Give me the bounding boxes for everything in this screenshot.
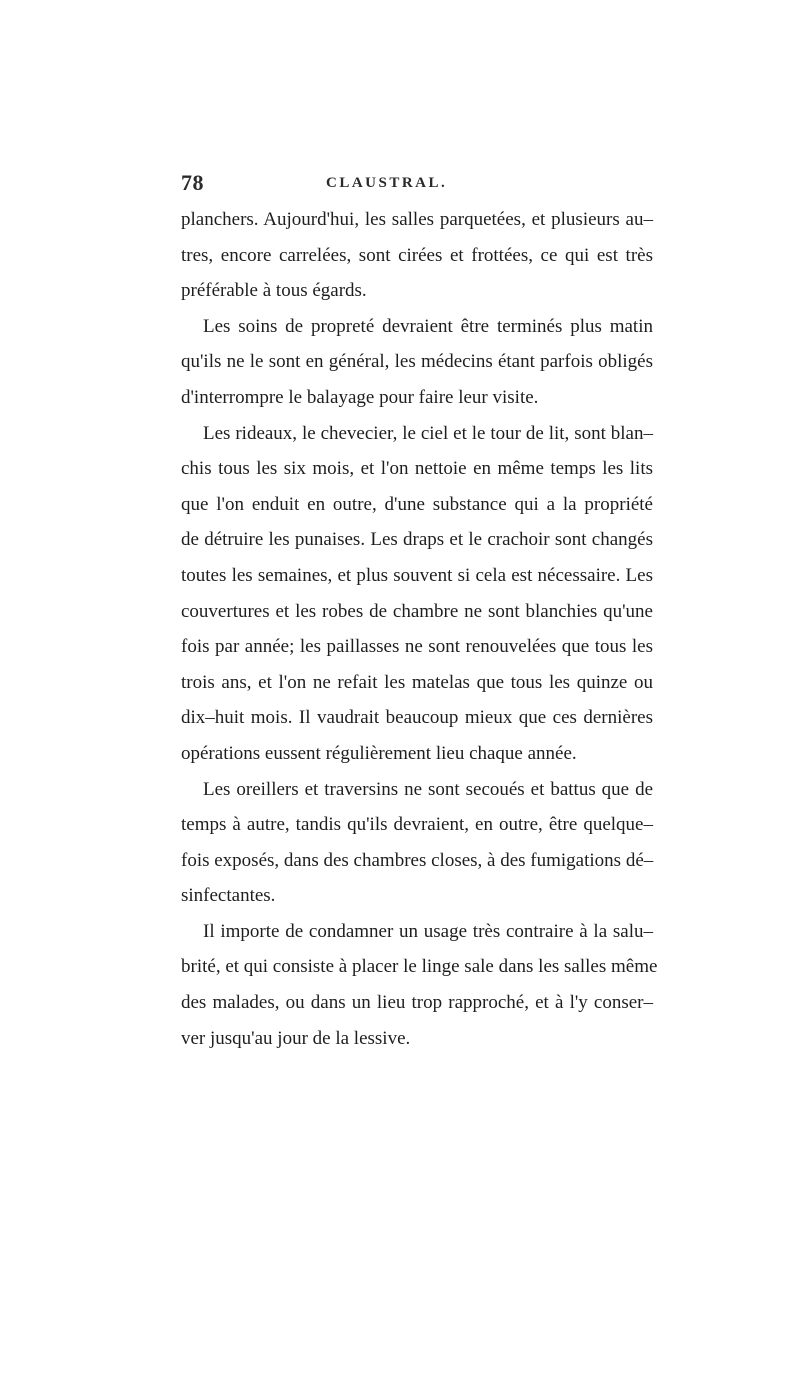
text-line: opérations eussent régulièrement lieu chaque année. (181, 742, 577, 764)
text-line: que l'on enduit en outre, d'une substance qui a la propriété (181, 493, 653, 515)
text-line: fois exposés, dans des chambres closes, à des fumigations dé– (181, 849, 654, 871)
text-line: planchers. Aujourd'hui, les salles parquetées, et plusieurs au– (181, 209, 653, 230)
text-line: trois ans, et l'on ne refait les matelas que tous les quinze ou (181, 671, 653, 693)
text-line: Les oreillers et traversins ne sont secoués et battus que de (203, 778, 653, 800)
text-line: qu'ils ne le sont en général, les médecins étant parfois obligés (181, 351, 653, 373)
text-line: chis tous les six mois, et l'on nettoie en même temps les lits (181, 458, 653, 480)
text-line: préférable à tous égards. (181, 280, 367, 302)
text-line: d'interrompre le balayage pour faire leur visite. (181, 386, 539, 408)
text-line: dix–huit mois. Il vaudrait beaucoup mieux que ces dernières (181, 707, 653, 729)
text-line: ver jusqu'au jour de la lessive. (181, 1027, 411, 1049)
text-line: de détruire les punaises. Les draps et le crachoir sont changés (181, 529, 653, 551)
running-title: CLAUSTRAL. (326, 175, 448, 191)
page-number: 78 (181, 170, 204, 195)
text-line: toutes les semaines, et plus souvent si cela est nécessaire. Les (181, 564, 653, 586)
text-line: Les rideaux, le chevecier, le ciel et le tour de lit, sont blan– (203, 422, 653, 444)
text-line: couvertures et les robes de chambre ne sont blanchies qu'une (181, 600, 653, 622)
text-line: Il importe de condamner un usage très contraire à la salu– (203, 920, 653, 942)
text-line: fois par année; les paillasses ne sont renouvelées que tous les (181, 636, 653, 658)
text-line: tres, encore carrelées, sont cirées et frottées, ce qui est très (181, 244, 653, 266)
text-line: Les soins de propreté devraient être terminés plus matin (203, 315, 653, 337)
running-head (181, 170, 653, 198)
text-line: des malades, ou dans un lieu trop rapproché, et à l'y conser– (181, 992, 653, 1014)
text-line: sinfectantes. (181, 885, 276, 907)
text-line: brité, et qui consiste à placer le linge sale dans les salles même (181, 956, 658, 978)
body-text (181, 202, 658, 1056)
text-line: temps à autre, tandis qu'ils devraient, en outre, être quelque– (181, 814, 653, 836)
